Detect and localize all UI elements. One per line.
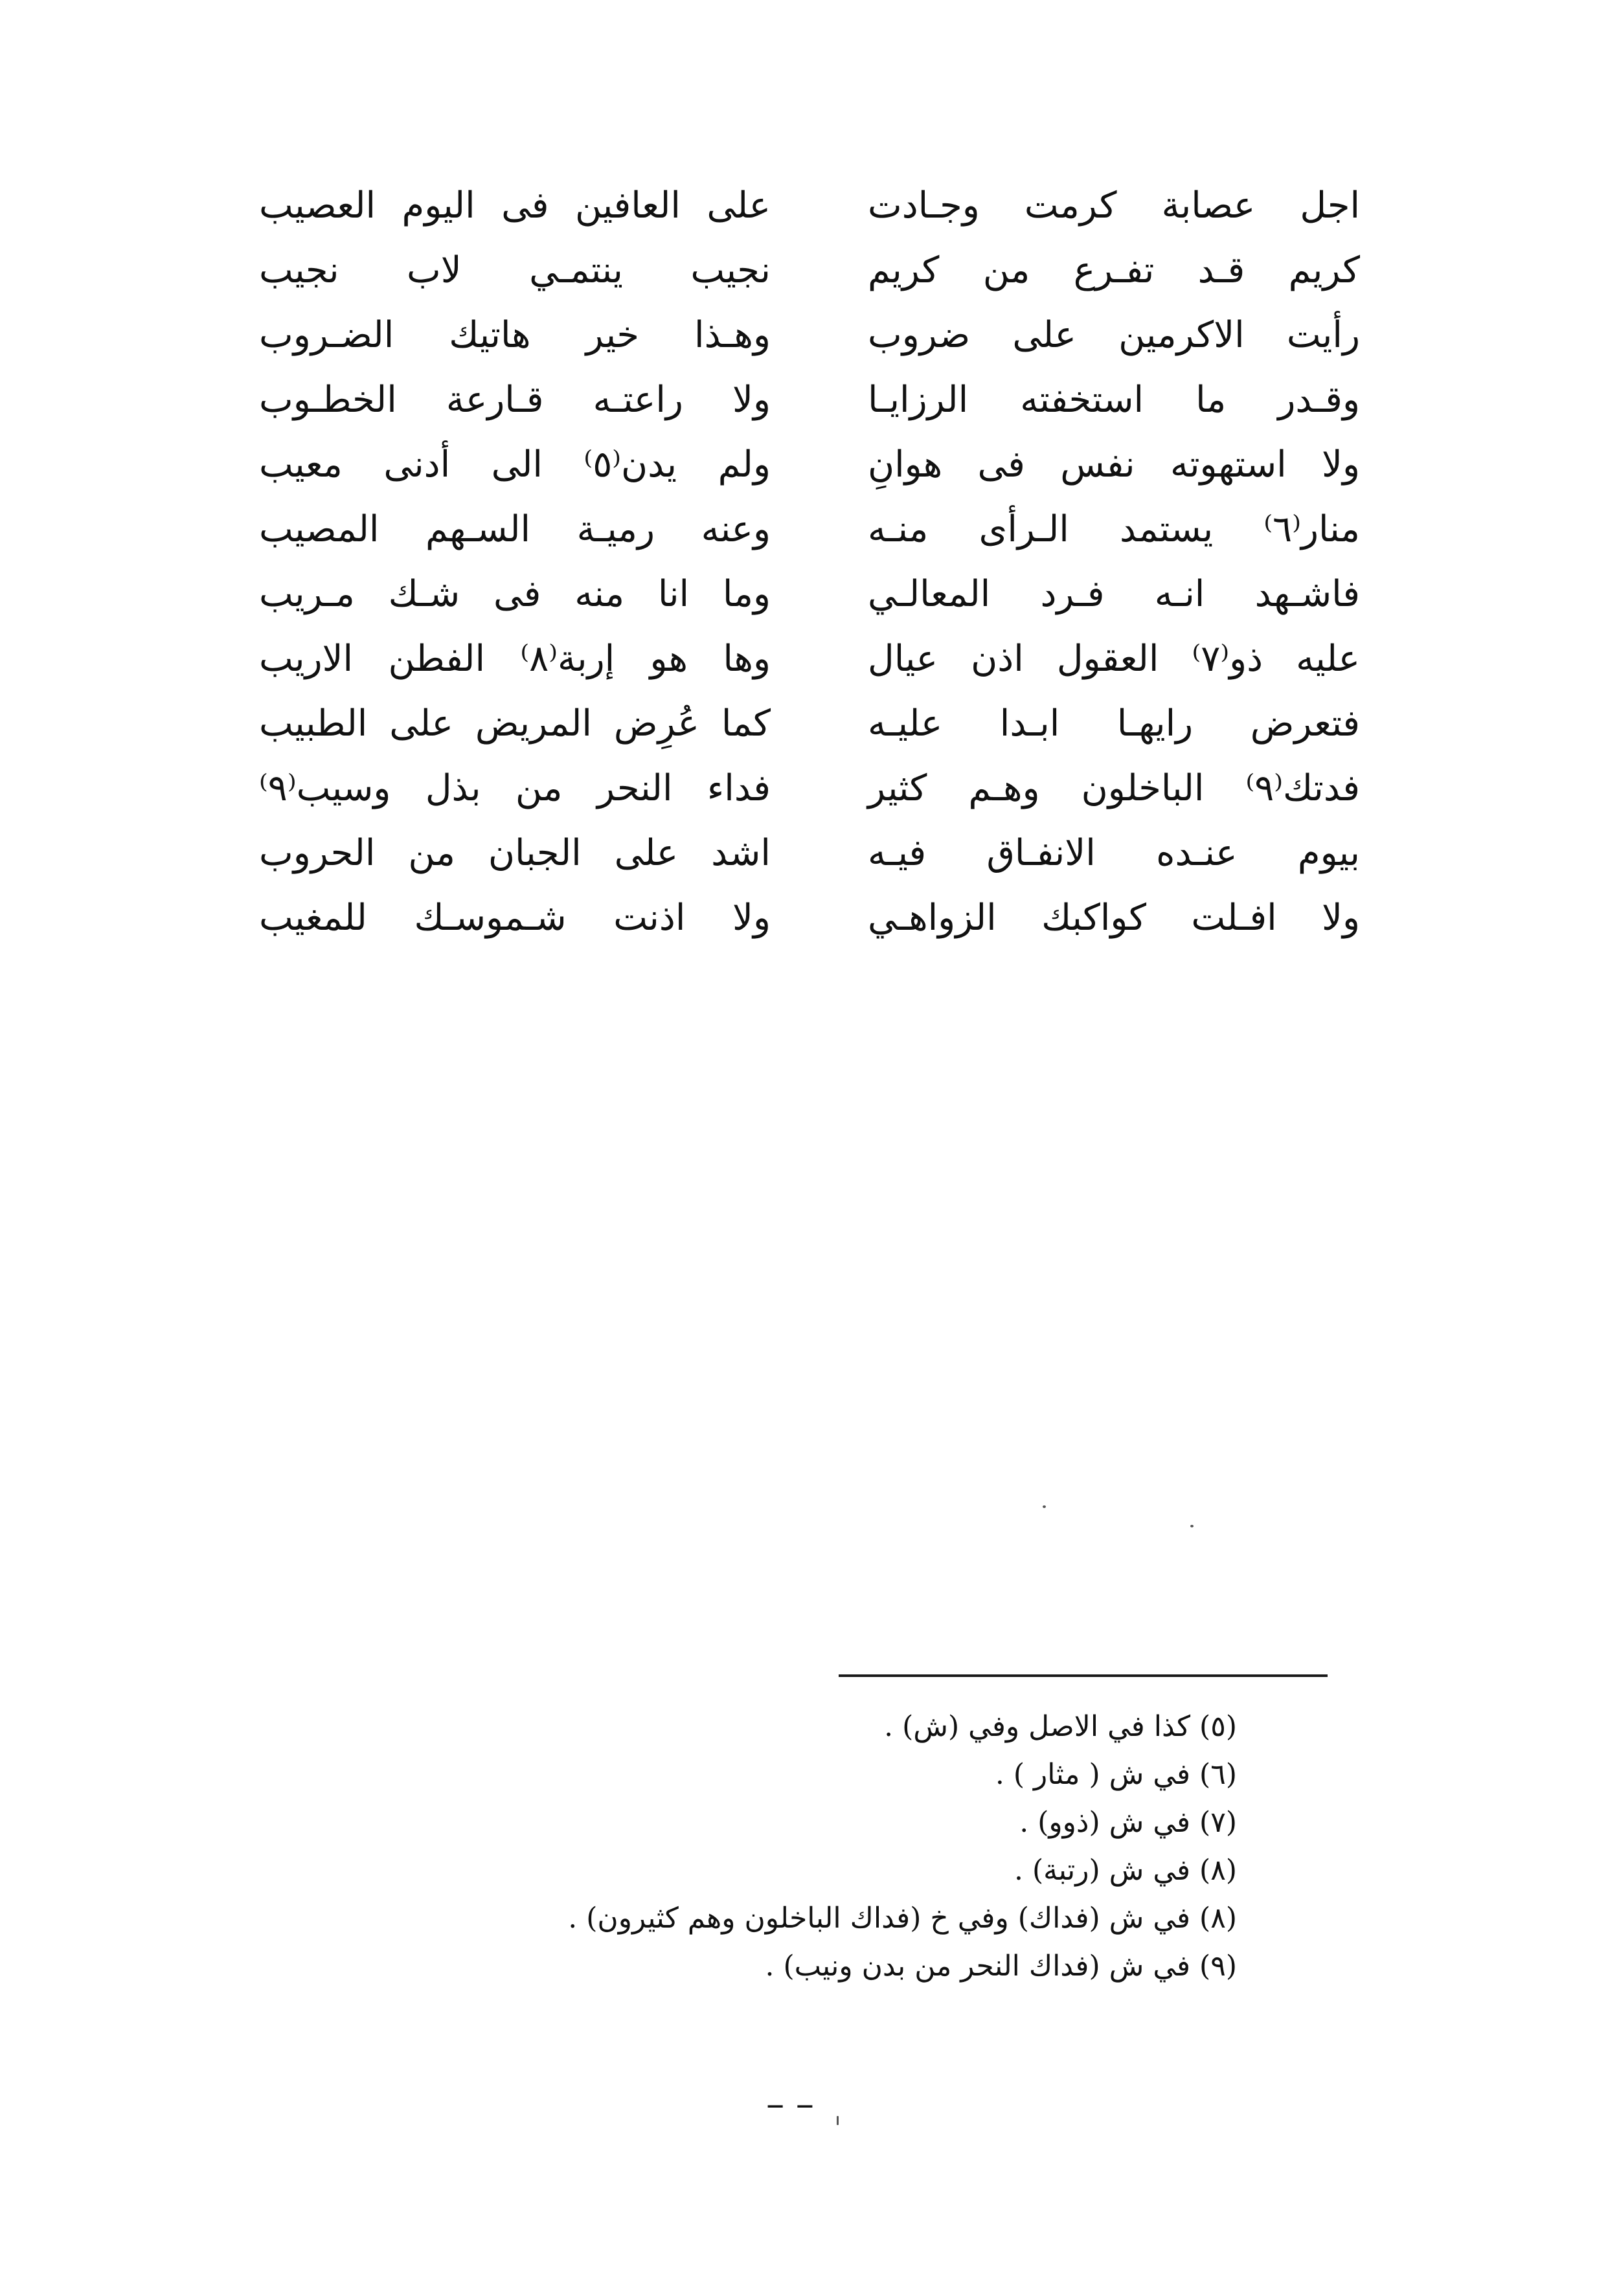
poem-body xyxy=(259,174,1360,1015)
verse-second-hemistich: على العافين فى اليوم العصيب xyxy=(259,185,771,227)
verse-second-hemistich: ولم يدن⁽٥⁾ الى أدنى معيب xyxy=(259,444,771,486)
poem-verse xyxy=(259,174,1360,238)
scan-speck xyxy=(1043,1505,1046,1508)
poem-verse xyxy=(259,692,1360,756)
verse-first-hemistich: ولا استهوته نفس فى هوانِ xyxy=(868,444,1360,486)
poem-verse xyxy=(259,886,1360,951)
footnote-item: (٨) في ش (فداك) وفي خ (فداك الباخلون وهم كثيرون) . xyxy=(568,1902,1237,1935)
footnote-item: (٩) في ش (فداك النحر من بدن ونيب) . xyxy=(765,1950,1237,1983)
verse-first-hemistich: رأيت الاكرمين على ضروب xyxy=(868,314,1360,356)
poem-verse xyxy=(259,433,1360,497)
footnote-item: (٨) في ش (رتبة) . xyxy=(1013,1854,1237,1887)
verse-second-hemistich: اشد على الجبان من الحروب xyxy=(259,832,771,874)
verse-second-hemistich: نجيب ينتمـي لاب نجيب xyxy=(259,249,771,291)
poem-verse xyxy=(259,303,1360,368)
poem-verse xyxy=(259,627,1360,692)
scan-speck xyxy=(1190,1525,1194,1527)
verse-second-hemistich: وما انا منه فى شـك مـريب xyxy=(259,573,771,615)
verse-first-hemistich: ولا افـلت كواكبك الزواهـي xyxy=(868,897,1360,939)
verse-first-hemistich: بيوم عنـده الانفـاق فيـه xyxy=(868,832,1360,874)
poem-verse xyxy=(259,238,1360,303)
verse-first-hemistich: عليه ذو⁽٧⁾ العقول اذن عيال xyxy=(868,638,1360,680)
verse-first-hemistich: فدتك⁽٩⁾ الباخلون وهـم كثير xyxy=(868,767,1360,809)
verse-first-hemistich: كريم قـد تفـرع من كريم xyxy=(868,249,1360,291)
verse-second-hemistich: وها هو إربة⁽٨⁾ الفطن الاريب xyxy=(259,638,771,680)
verse-first-hemistich: فاشـهد انـه فـرد المعالـي xyxy=(868,573,1360,615)
verse-second-hemistich: كما عُرِض المريض على الطبيب xyxy=(259,703,771,745)
verse-first-hemistich: فتعرض رايهـا ابـدا عليـه xyxy=(868,703,1360,745)
verse-second-hemistich: فداء النحر من بذل وسيب⁽٩⁾ xyxy=(259,767,771,809)
verse-second-hemistich: وهـذا خير هاتيك الضـروب xyxy=(259,314,771,356)
poem-verse xyxy=(259,368,1360,433)
footnote-item: (٥) كذا في الاصل وفي (ش) . xyxy=(884,1710,1237,1743)
verse-second-hemistich: وعنه رميـة السـهم المصيب xyxy=(259,508,771,550)
poem-verse xyxy=(259,821,1360,886)
verse-first-hemistich: منار⁽٦⁾ يستمد الـرأى منـه xyxy=(868,508,1360,550)
footnotes xyxy=(330,1703,1237,1990)
verse-second-hemistich: ولا اذنت شـموسـك للمغيب xyxy=(259,897,771,939)
footnote-item: (٧) في ش (ذوو) . xyxy=(1019,1806,1237,1839)
verse-first-hemistich: اجل عصابة كرمت وجـادت xyxy=(868,185,1360,227)
verse-first-hemistich: وقـدر ما استخفته الرزايـا xyxy=(868,379,1360,421)
poem-verse xyxy=(259,562,1360,627)
poem-verse xyxy=(259,756,1360,821)
footnote-separator xyxy=(839,1674,1328,1677)
footnote-item: (٦) في ش ( مثار ) . xyxy=(995,1758,1237,1791)
verse-second-hemistich: ولا راعتـه قـارعة الخطـوب xyxy=(259,379,771,421)
page-number: – – xyxy=(766,2083,814,2125)
poem-verse xyxy=(259,497,1360,562)
